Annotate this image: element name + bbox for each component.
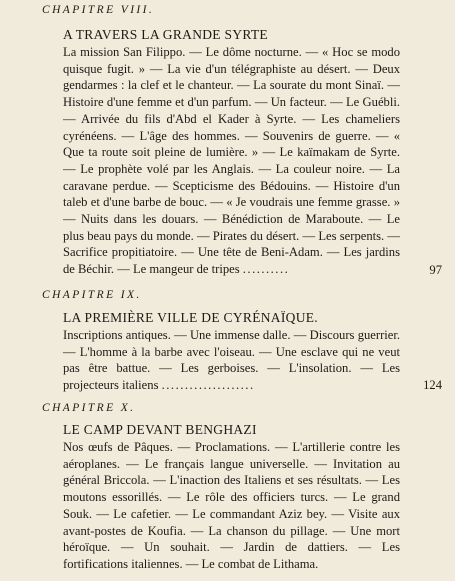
chapter-x-summary: Nos œufs de Pâques. — Proclamations. — L'artillerie contre les aéroplanes. — Le français langue universelle. — Invitation au général Briccola. — L'inaction des Italiens et ses résultats. — Les moutons essorillés. — Le rôle des officiers turcs. — Le grand Souk. — Le cafetier. — Le commandant Aziz bey. — Visite aux avant-postes de Koufia. — La chanson du pillage. — Une mort héroïque. — Un souhait. — Jardin de dattiers. — Les fortifications italiennes. — Le combat de Lithama. (63, 440, 400, 571)
chapter-x-title: LE CAMP DEVANT BENGHAZI (63, 422, 257, 437)
chapter-viii-summary (63, 44, 400, 278)
chapter-viii-summary-text: La mission San Filippo. — Le dôme nocturne. — « Hoc se modo quisque fugit. » — La vie d'un télégraphiste au désert. — Deux gendarmes : la clef et le chanteur. — La sourate du mont Sinaï. — Histoire d'une femme et d'un parfum. — Un facteur. — Le Guébli. — Arrivée du fils d'Abd el Kader à Syrte. — Les chameliers cyrénéens. — L'âge des hommes. — Souvenirs de guerre. — « Que ta route soit pleine de lumière. » — Le kaïmakam de Syrte. — Le prophète volé par les Anglais. — La couleur noire. — La caravane perdue. — Scepticisme des Bédouins. — Histoire d'un taleb et d'une barbe de bouc. — « Je voudrais une femme grasse. » — Nuits dans les douars. — Bénédiction de Maraboute. — Le plus beau pays du monde. — Pirates du désert. — Les serpents. — Sacrifice propitiatoire. — Une tête de Beni-Adam. — Les jardins de Béchir. — Le mangeur de tripes (63, 45, 400, 277)
chapter-viii-page-number: 97 (429, 263, 442, 277)
chapter-ix-leaders: .................... (161, 378, 255, 393)
chapter-ix-page-number: 124 (423, 378, 442, 392)
chapter-viii-title: A TRAVERS LA GRANDE SYRTE (63, 27, 268, 42)
chapter-ix-label: CHAPITRE IX. (42, 289, 142, 301)
chapter-viii-leaders: .......... (242, 262, 290, 277)
chapter-viii-label: CHAPITRE VIII. (42, 4, 155, 16)
chapter-ix-summary-text: Inscriptions antiques. — Une immense dalle. — Discours guerrier. — L'homme à la barbe avec l'oiseau. — Une esclave qui ne veut pas être battue. — Les gerboises. — L'insolation. — Les projecteurs italiens (63, 328, 400, 393)
chapter-ix-title: LA PREMIÈRE VILLE DE CYRÉNAÏQUE. (63, 310, 318, 325)
chapter-x-label: CHAPITRE X. (42, 402, 136, 414)
chapter-ix-summary (63, 327, 400, 394)
